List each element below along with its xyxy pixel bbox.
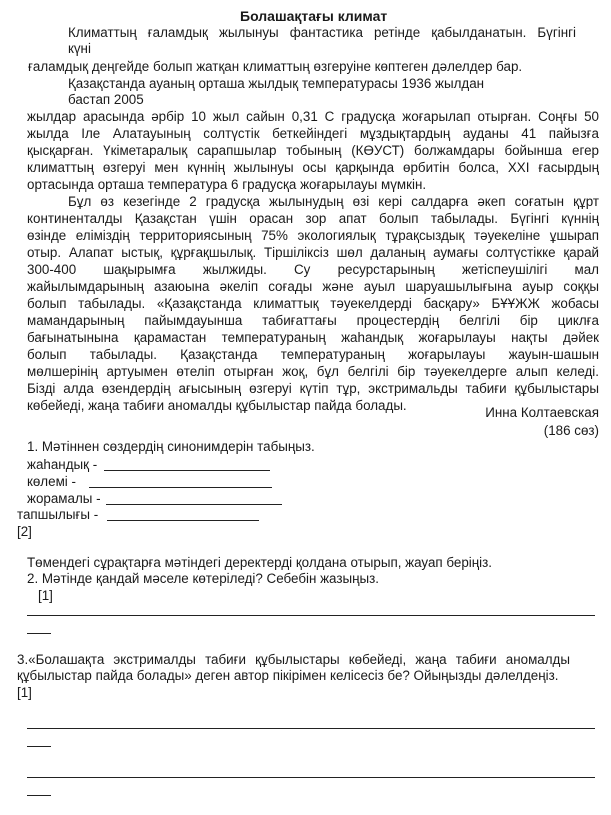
text-line: мамандарының пайымдауынша табиғаттағы процестердің белгілі бір циклға [27,313,599,328]
word-count: (186 сөз) [543,423,599,438]
text-line: қысқарған. Үкіметаралық сарапшылар тобының (КӨУСТ) болжамдары бойынша егер [27,143,599,158]
answer-line[interactable] [89,487,272,488]
answer-line[interactable] [106,504,282,505]
text-line: жылдар арасында әрбір 10 жыл сайын 0,31 С градусқа жоғарылап отырған. Соңғы 50 [27,109,599,124]
answer-line-end[interactable] [27,633,51,634]
question-3: 3.«Болашақта экстрималды табиғи құбылыстары көбейеді, жаңа табиғи аномалды [17,652,570,667]
answer-line-end[interactable] [27,795,51,796]
question-2: 2. Мәтінде қандай мәселе көтеріледі? Себебін жазыңыз. [27,571,379,586]
text-line: Климаттың ғаламдық жылынуы фантастика ретінде қабылданатын. Бүгінгі [68,25,576,40]
answer-line[interactable] [27,728,595,729]
question-3: құбылыстар пайда болады» деген автор пікірімен келісесіз бе? Ойыңызды дәлелдеңіз. [17,668,559,683]
synonym-word: тапшылығы - [17,507,99,522]
page-title: Болашақтағы климат [240,8,388,24]
mark: [1] [17,685,32,700]
answer-line[interactable] [27,777,595,778]
answer-line[interactable] [107,520,259,521]
question-1: 1. Мәтіннен сөздердің синонимдерін табыңыз. [27,439,315,454]
text-line: Қазақстанда ауаның орташа жылдық температурасы 1936 жылдан [68,76,485,91]
text-line: климаттың өзгеруі мен күннің жылынуы осы қарқында өрбитін болса, XXI ғасырдың [27,160,599,175]
text-line: болып табылады. «Қазақстанда климаттық тәуекелдерді басқару» БҰҰЖЖ жобасы [27,296,599,311]
answer-line[interactable] [104,470,270,471]
synonym-word: жорамалы - [27,491,101,506]
text-line: бастап 2005 [68,92,144,107]
text-line: 300-400 шақырымға жылжиды. Су ресурстарының жетіспеушілігі мал [27,262,599,277]
text-line: өзінде еліміздің территориясының 75% экологиялық тұрақсыздық тәуекеліне ұшырап [27,228,599,243]
text-line: көбейеді, жаңа табиғи аномалды құбылыстар пайда болады. [27,398,407,413]
mark: [2] [17,524,32,539]
answer-line[interactable] [27,615,595,616]
text-line: жайылымдарының азаюына әкеліп соғады және ауыл шаруашылығына ауыр соққы [27,279,599,294]
text-line: мөлшерінің артуымен өтеліп отырған жоқ, бұл белгілі бір тәуекелдерге алып келеді. [27,364,599,379]
text-line: отыр. Алапат ыстық, құрғақшылық. Тіршіліксіз шөл даланың аумағы солтүстікке қарай [27,245,599,260]
author: Инна Колтаевская [485,405,599,420]
answer-line-end[interactable] [27,746,51,747]
text-line: күні [68,41,91,56]
text-line: ортасында орташа температура 6 градусқа жоғарылауы мүмкін. [27,177,427,192]
text-line: Бұл өз кезегінде 2 градусқа жылынудың өзі кері салдарға әкеп соғатын құрт [68,194,599,209]
text-line: болып табылады. Қазақстанда температураның жоғарылауы жауын-шашын [27,347,599,362]
synonym-word: көлемі - [27,474,76,489]
text-line: бағынатынына қарамастан температураның жаһандық жоғарылауы нақты дәйек [27,330,599,345]
mark: [1] [38,588,53,603]
synonym-word: жаһандық - [27,457,98,472]
text-line: жылда Іле Алатауының солтүстік беткейіндегі мұздықтардың ауданы 41 пайызға [27,126,599,141]
text-line: континенталды Қазақстан үшін орасан зор апат болып табылады. Бүгінгі күннің [27,211,599,226]
instruction: Төмендегі сұрақтарға мәтіндегі деректерді қолдана отырып, жауап беріңіз. [27,555,492,570]
text-line: Бізді алда өзендердің ағысының өзгеруі күтіп тұр, экстримальды табиғи құбылыстары [27,381,599,396]
text-line: ғаламдық деңгейде болып жатқан климаттың өзгеруіне көптеген дәлелдер бар. [28,59,523,74]
